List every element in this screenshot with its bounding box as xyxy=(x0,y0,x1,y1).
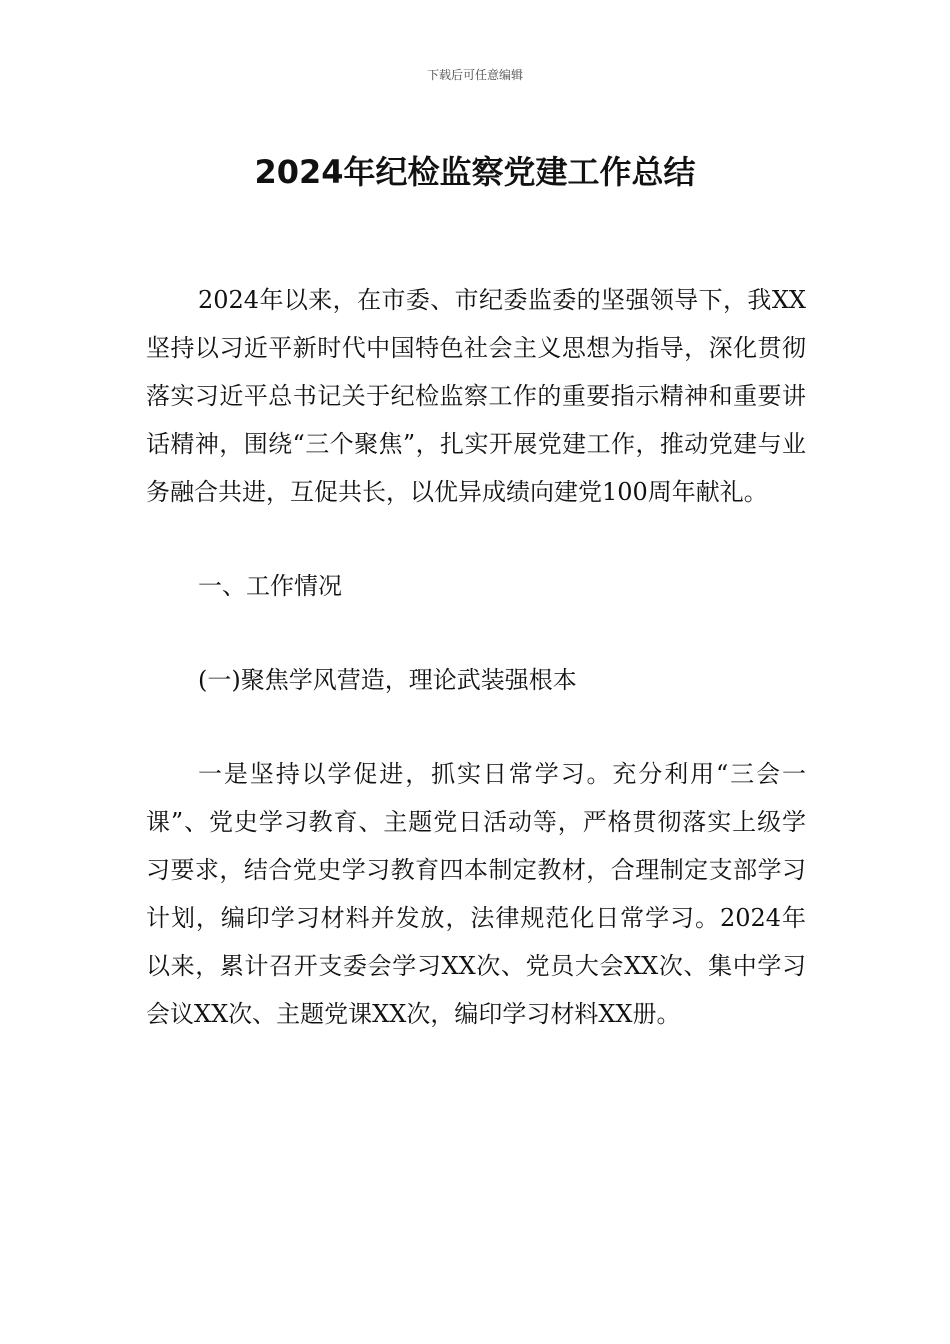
section-heading: 一、工作情况 xyxy=(198,572,342,600)
body-paragraph: 一是坚持以学促进，抓实日常学习。充分利用“三会一课”、党史学习教育、主题党日活动等，严格贯彻落实上级学习要求，结合党史学习教育四本制定教材，合理制定支部学习计划，编印学习材料并发放，法律规范化日常学习。2024年以来，累计召开支委会学习XX次、党员大会XX次、集中学习会议XX次、主题党课XX次，编印学习材料XX册。 xyxy=(146,760,806,1028)
document-body xyxy=(146,276,806,1038)
subsection-heading: (一)聚焦学风营造，理论武装强根本 xyxy=(198,666,577,694)
intro-paragraph: 2024年以来，在市委、市纪委监委的坚强领导下，我XX坚持以习近平新时代中国特色社会主义思想为指导，深化贯彻落实习近平总书记关于纪检监察工作的重要指示精神和重要讲话精神，围绕“三个聚焦”，扎实开展党建工作，推动党建与业务融合共进，互促共长，以优异成绩向建党100周年献礼。 xyxy=(146,286,806,506)
document-title: 2024年纪检监察党建工作总结 xyxy=(254,153,696,192)
header-note: 下载后可任意编辑 xyxy=(426,68,523,82)
